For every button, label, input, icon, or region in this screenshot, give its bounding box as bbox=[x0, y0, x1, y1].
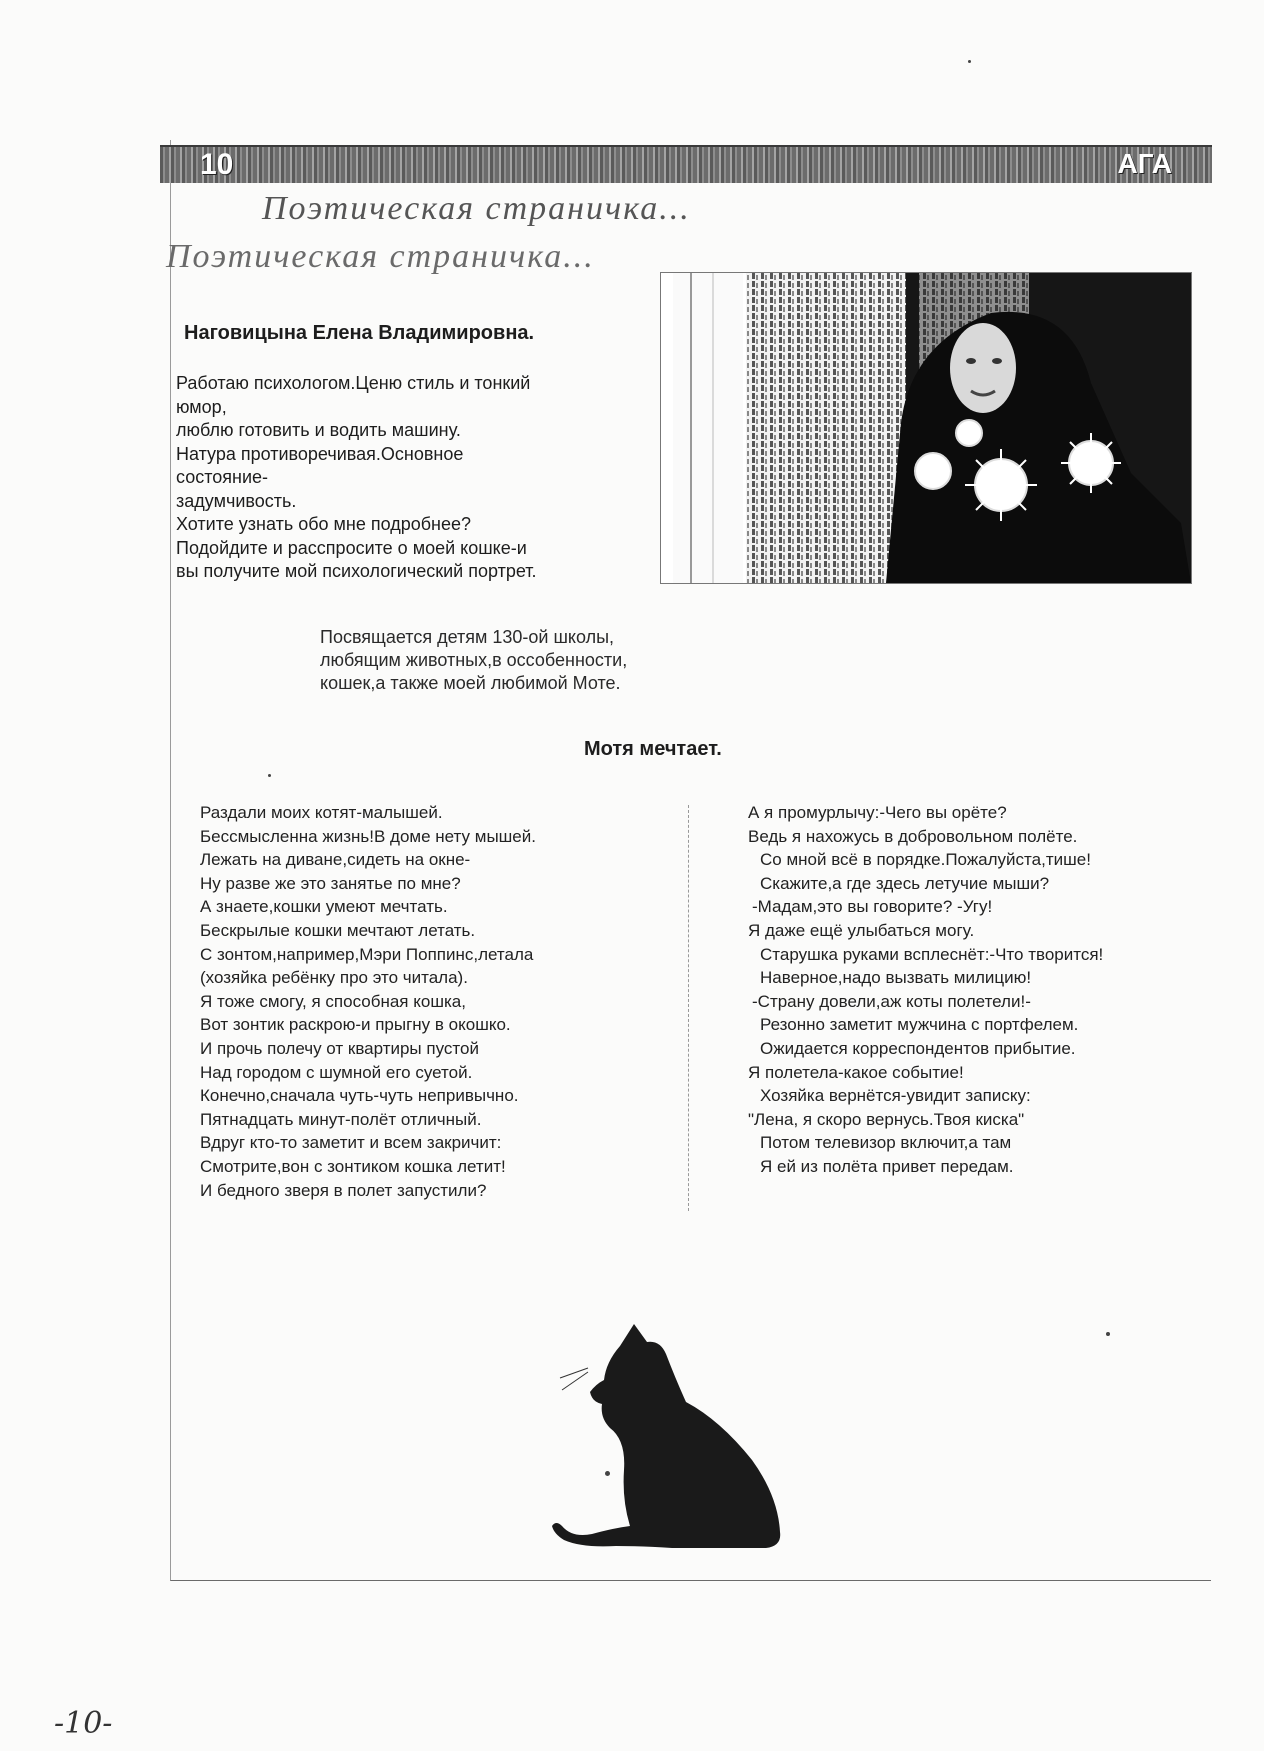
print-speck bbox=[968, 60, 971, 63]
poem-line: -Мадам,это вы говорите? -Угу! bbox=[752, 897, 993, 917]
poem-line: И прочь полечу от квартиры пустой bbox=[200, 1038, 479, 1058]
poem-line: -Страну довели,аж коты полетели!- bbox=[752, 991, 1031, 1011]
bio-line: Подойдите и расспросите о моей кошке-и bbox=[176, 537, 527, 558]
poem-line: "Лена, я скоро вернусь.Твоя киска" bbox=[748, 1109, 1025, 1129]
poem-line: Смотрите,вон с зонтиком кошка летит! bbox=[200, 1156, 506, 1176]
poem-line: Бескрылые кошки мечтают летать. bbox=[200, 920, 476, 940]
print-speck bbox=[268, 774, 271, 777]
cat-silhouette-image bbox=[552, 1320, 832, 1560]
poem-line: (хозяйка ребёнку про это читала). bbox=[200, 968, 468, 988]
poem-line: Вдруг кто-то заметит и всем закричит: bbox=[200, 1133, 502, 1153]
poem-line: Хозяйка вернётся-увидит записку: bbox=[760, 1086, 1031, 1106]
poem-line: Лежать на диване,сидеть на окне- bbox=[200, 850, 471, 870]
bio-line: состояние- bbox=[176, 467, 269, 487]
bio-line: Работаю психологом.Ценю стиль и тонкий bbox=[176, 373, 531, 393]
poem-title: Мотя мечтает. bbox=[584, 738, 722, 760]
print-speck bbox=[605, 1471, 610, 1476]
bio-line: вы получите мой психологический портрет. bbox=[176, 561, 537, 581]
poem-line: Наверное,надо вызвать милицию! bbox=[760, 968, 1032, 988]
poem-line: А я промурлычу:-Чего вы орёте? bbox=[748, 803, 1007, 822]
poem-line: Со мной всё в порядке.Пожалуйста,тише! bbox=[760, 850, 1091, 870]
poem-line: А знаете,кошки умеют мечтать. bbox=[200, 897, 448, 917]
author-photo-image bbox=[661, 273, 1191, 583]
poem-column-left bbox=[200, 801, 536, 1202]
dedication-line: кошек,а также моей любимой Моте. bbox=[320, 673, 621, 693]
dedication-line: Посвящается детям 130-ой школы, bbox=[320, 627, 615, 647]
section-title-shadow: Поэтическая страничка... bbox=[166, 238, 595, 275]
bio-line: задумчивость. bbox=[176, 490, 297, 511]
handwritten-page-number: -10- bbox=[54, 1706, 113, 1741]
poem-line: Старушка руками всплеснёт:-Что творится! bbox=[760, 944, 1104, 964]
poem-column-right bbox=[748, 801, 1103, 1179]
column-divider bbox=[688, 805, 689, 1211]
author-photo bbox=[660, 272, 1192, 584]
header-magazine-name: АГА bbox=[1117, 148, 1172, 179]
dedication-line: любящим животных,в оссобенности, bbox=[320, 650, 628, 670]
poem-line: Скажите,а где здесь летучие мыши? bbox=[760, 873, 1050, 893]
poem-line: Потом телевизор включит,а там bbox=[760, 1133, 1012, 1153]
bio-line: Натура противоречивая.Основное bbox=[176, 443, 464, 464]
poem-line: Я даже ещё улыбаться могу. bbox=[748, 920, 975, 940]
header-page-number: 10 bbox=[200, 148, 234, 181]
poem-line: Ведь я нахожусь в добровольном полёте. bbox=[748, 826, 1078, 846]
poem-line: Ожидается корреспондентов прибытие. bbox=[760, 1038, 1076, 1058]
poem-line: Я тоже смогу, я способная кошка, bbox=[200, 991, 466, 1011]
bio-line: юмор, bbox=[176, 396, 227, 417]
poem-line: Пятнадцать минут-полёт отличный. bbox=[200, 1109, 482, 1129]
poem-line: Резонно заметит мужчина с портфелем. bbox=[760, 1015, 1079, 1035]
section-title: Поэтическая страничка... bbox=[262, 190, 691, 227]
poem-line: С зонтом,например,Мэри Поппинс,летала bbox=[200, 944, 534, 964]
bio-line: Хотите узнать обо мне подробнее? bbox=[176, 514, 472, 534]
bio-line: люблю готовить и водить машину. bbox=[176, 420, 461, 440]
poem-line: Вот зонтик раскрою-и прыгну в окошко. bbox=[200, 1015, 511, 1035]
poem-line: Над городом с шумной его суетой. bbox=[200, 1062, 473, 1082]
author-name: Наговицына Елена Владимировна. bbox=[184, 322, 535, 344]
poem-line: Бессмысленна жизнь!В доме нету мышей. bbox=[200, 826, 536, 846]
poem-line: Я полетела-какое событие! bbox=[748, 1062, 964, 1082]
print-speck bbox=[1106, 1332, 1110, 1336]
poem-line: Ну разве же это занятье по мне? bbox=[200, 873, 461, 893]
poem-line: Конечно,сначала чуть-чуть непривычно. bbox=[200, 1086, 519, 1106]
dedication bbox=[320, 626, 780, 695]
poem-line: Я ей из полёта привет передам. bbox=[760, 1156, 1014, 1176]
author-bio bbox=[176, 372, 646, 584]
poem-line: И бедного зверя в полет запустили? bbox=[200, 1180, 487, 1200]
poem-line: Раздали моих котят-малышей. bbox=[200, 803, 443, 822]
header-band bbox=[160, 145, 1212, 183]
